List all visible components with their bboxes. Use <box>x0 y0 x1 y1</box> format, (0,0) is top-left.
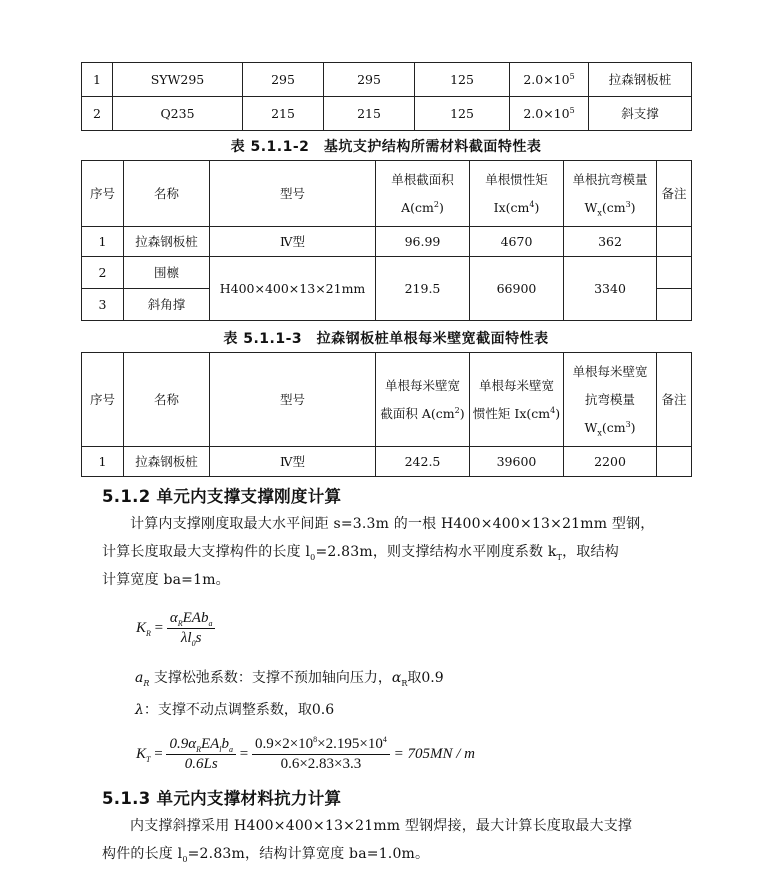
col-header-area: 单根截面积 $A(cm^2)$ <box>376 161 470 227</box>
col-header-name: 名称 <box>124 353 210 447</box>
steel-grade: SYW295 <box>113 63 243 97</box>
table-caption: 表 5.1.1-2 基坑支护结构所需材料截面特性表 <box>230 139 542 155</box>
member-name: 斜角撑 <box>124 289 210 321</box>
section-body: 计算内支撑刚度取最大水平间距 s=3.3m 的一根 H400×400×13×21mm 型钢， 计算长度取最大支撑构件的长度 $l_0=2.83m$，则支撑结构水平刚度系数 $k_T$，取结构 计算宽度 ba=1m。 <box>102 516 655 588</box>
table-caption: 表 5.1.1-3 拉森钢板桩单根每米壁宽截面特性表 <box>223 331 549 347</box>
col-header-remark: 备注 <box>657 353 692 447</box>
lambda-definition: λ：支撑不动点调整系数，取0.6 <box>135 702 335 718</box>
section-properties-table <box>81 160 692 321</box>
strength-value: 215 <box>324 97 415 131</box>
col-header-name: 名称 <box>124 161 210 227</box>
section-heading-5-1-3: 5.1.3 单元内支撑材料抗力计算 <box>102 789 342 808</box>
strength-value: 215 <box>243 97 324 131</box>
col-header-number: 序号 <box>82 161 124 227</box>
row-number: 2 <box>82 97 113 131</box>
member-model: Ⅳ型 <box>210 227 376 257</box>
table-row <box>82 447 692 477</box>
area-value: 242.5 <box>376 447 470 477</box>
shear-value: 125 <box>415 63 510 97</box>
elastic-modulus: $2.0\times 10^5$ <box>510 63 589 97</box>
table-header-row <box>82 161 692 227</box>
row-number: 1 <box>82 227 124 257</box>
table-header-row <box>82 353 692 447</box>
strength-value: 295 <box>324 63 415 97</box>
row-number: 1 <box>82 63 113 97</box>
per-meter-properties-table <box>81 352 692 477</box>
remark-cell <box>657 447 692 477</box>
col-header-remark: 备注 <box>657 161 692 227</box>
section-heading-5-1-2: 5.1.2 单元内支撑支撑刚度计算 <box>102 487 342 506</box>
usage: 拉森钢板桩 <box>589 63 692 97</box>
inertia-value: 66900 <box>470 257 564 321</box>
table-row <box>82 227 692 257</box>
strength-value: 295 <box>243 63 324 97</box>
section-body: 内支撑斜撑采用 H400×400×13×21mm 型钢焊接，最大计算长度取最大支撑 构件的长度 $l_0=2.83m$，结构计算宽度 ba=1.0m。 <box>102 818 633 864</box>
col-header-inertia: 单根每米壁宽 惯性矩 $Ix(cm^4)$ <box>470 353 564 447</box>
col-header-modulus: 单根每米壁宽 抗弯模量 $W_x(cm^3)$ <box>564 353 657 447</box>
table-row <box>82 257 692 289</box>
area-value: 219.5 <box>376 257 470 321</box>
modulus-value: 2200 <box>564 447 657 477</box>
remark-cell <box>657 289 692 321</box>
col-header-area: 单根每米壁宽 截面积 $A(cm^2)$ <box>376 353 470 447</box>
col-header-number: 序号 <box>82 353 124 447</box>
remark-cell <box>657 227 692 257</box>
col-header-modulus: 单根抗弯模量 $W_x(cm^3)$ <box>564 161 657 227</box>
usage: 斜支撑 <box>589 97 692 131</box>
member-name: 拉森钢板桩 <box>124 227 210 257</box>
steel-grade: Q235 <box>113 97 243 131</box>
material-properties-table <box>81 62 692 131</box>
member-model: Ⅳ型 <box>210 447 376 477</box>
row-number: 3 <box>82 289 124 321</box>
member-name: 围檩 <box>124 257 210 289</box>
formula-kt: $K_T$ = $\frac{0.9\alpha_REA_lb_a}{0.6Ls}$ = $\frac{0.9\times 2\times 10^8\times 2.195\times 10^4}{0.6\times 2.83\times 3.3}$ = 705MN / m <box>136 735 475 772</box>
col-header-inertia: 单根惯性矩 $Ix(cm^4)$ <box>470 161 564 227</box>
table-row <box>82 63 692 97</box>
modulus-value: 3340 <box>564 257 657 321</box>
modulus-value: 362 <box>564 227 657 257</box>
member-model: H400×400×13×21mm <box>210 257 376 321</box>
inertia-value: 4670 <box>470 227 564 257</box>
row-number: 2 <box>82 257 124 289</box>
shear-value: 125 <box>415 97 510 131</box>
remark-cell <box>657 257 692 289</box>
area-value: 96.99 <box>376 227 470 257</box>
member-name: 拉森钢板桩 <box>124 447 210 477</box>
inertia-value: 39600 <box>470 447 564 477</box>
alpha-definition: $a_R$ 支撑松弛系数：支撑不预加轴向压力，$\alpha_R$取0.9 <box>135 670 444 688</box>
row-number: 1 <box>82 447 124 477</box>
formula-kr: $K_R$ = $\frac{\alpha_REAb_a}{\lambda l_0s}$ <box>136 610 215 647</box>
col-header-model: 型号 <box>210 161 376 227</box>
col-header-model: 型号 <box>210 353 376 447</box>
table-row <box>82 97 692 131</box>
elastic-modulus: $2.0\times 10^5$ <box>510 97 589 131</box>
